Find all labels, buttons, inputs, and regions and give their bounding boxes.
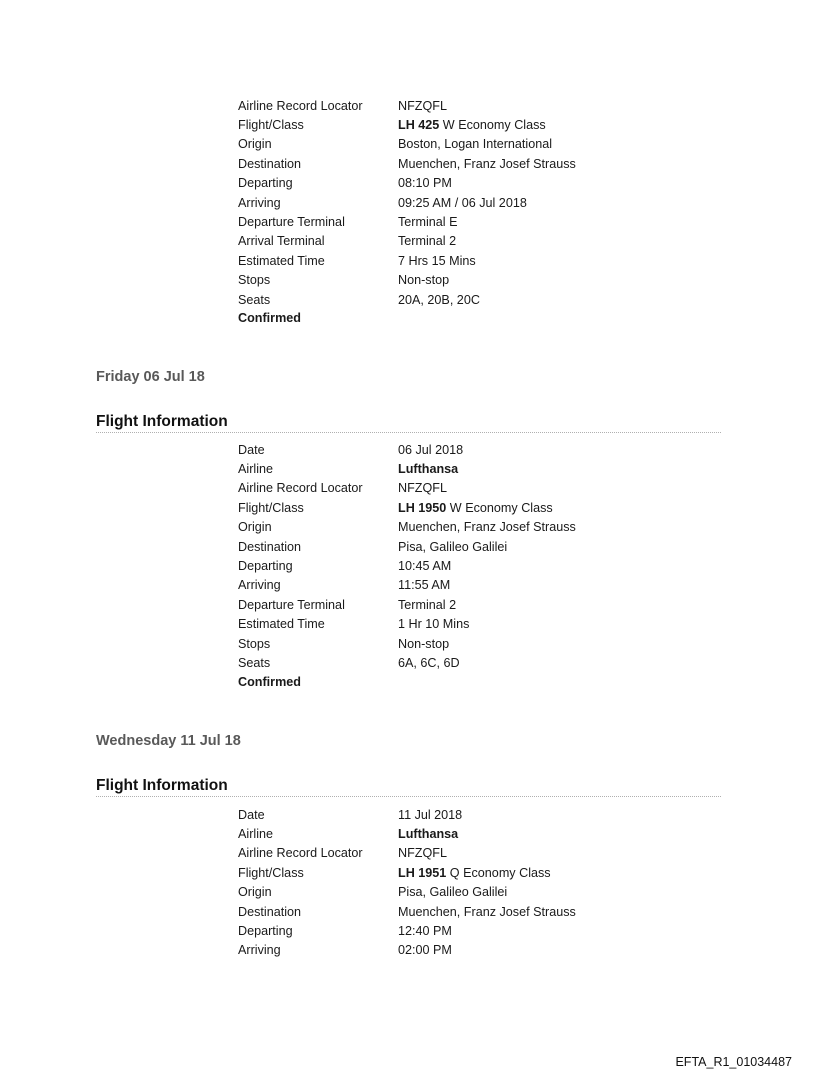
detail-row: [238, 537, 576, 556]
detail-label: Destination: [238, 539, 302, 554]
detail-value: NFZQFL: [398, 98, 447, 113]
detail-label: Stops: [238, 273, 271, 288]
detail-label: Flight/Class: [238, 500, 304, 515]
detail-row: [238, 518, 576, 537]
detail-value: NFZQFL: [398, 481, 447, 496]
detail-label: Departing: [238, 559, 293, 574]
airline-name: Lufthansa: [398, 827, 459, 842]
detail-label: Airline Record Locator: [238, 98, 363, 113]
detail-row: [238, 212, 576, 231]
detail-label: Arriving: [238, 195, 281, 210]
detail-label: Date: [238, 807, 265, 822]
detail-row: [238, 805, 576, 824]
detail-value: 02:00 PM: [398, 943, 452, 958]
detail-row: [238, 844, 576, 863]
detail-value: [398, 866, 551, 880]
segment3-details: [238, 805, 576, 960]
segment2-details: [238, 440, 576, 692]
detail-value: [398, 118, 546, 132]
detail-row: [238, 174, 576, 193]
detail-label: Airline Record Locator: [238, 846, 363, 861]
detail-value: Terminal 2: [398, 597, 457, 612]
detail-label: Airline Record Locator: [238, 481, 363, 496]
detail-value: Non-stop: [398, 273, 450, 288]
detail-label: Flight/Class: [238, 118, 304, 133]
detail-value: 11:55 AM: [398, 578, 451, 593]
detail-row: [238, 615, 576, 634]
detail-row: [238, 115, 576, 134]
detail-value: Muenchen, Franz Josef Strauss: [398, 904, 576, 919]
detail-value: Pisa, Galileo Galilei: [398, 539, 508, 554]
detail-row: [238, 921, 576, 940]
detail-label: Departure Terminal: [238, 215, 345, 230]
detail-label: Date: [238, 442, 265, 457]
detail-value: NFZQFL: [398, 846, 447, 861]
document-id: EFTA_R1_01034487: [675, 1055, 792, 1069]
detail-value: Muenchen, Franz Josef Strauss: [398, 520, 576, 535]
airline-name: Lufthansa: [398, 462, 459, 477]
detail-label: Arriving: [238, 578, 281, 593]
detail-row: [238, 941, 576, 960]
detail-value: 10:45 AM: [398, 559, 452, 574]
detail-label: Airline: [238, 462, 273, 477]
detail-label: Departing: [238, 924, 293, 939]
detail-label: Stops: [238, 636, 271, 651]
detail-label: Seats: [238, 292, 271, 307]
detail-row: [238, 135, 576, 154]
detail-row: [238, 459, 576, 478]
day-heading: Wednesday 11 Jul 18: [96, 733, 241, 749]
detail-value: Terminal 2: [398, 234, 457, 249]
detail-value: [398, 501, 553, 515]
detail-row: [238, 902, 576, 921]
detail-row: [238, 193, 576, 212]
flight-class: Q Economy Class: [446, 865, 551, 880]
detail-value: Muenchen, Franz Josef Strauss: [398, 156, 576, 171]
segment1-details: [238, 96, 576, 329]
detail-row: [238, 251, 576, 270]
flight-class: W Economy Class: [439, 118, 546, 133]
detail-value: 11 Jul 2018: [398, 807, 463, 822]
detail-value: Boston, Logan International: [398, 137, 553, 152]
detail-label: Estimated Time: [238, 617, 325, 632]
detail-row: [238, 440, 576, 459]
detail-row: [238, 824, 576, 843]
section-heading: Flight Information: [96, 413, 721, 433]
detail-row: [238, 96, 576, 115]
detail-row: [238, 556, 576, 575]
day-heading: Friday 06 Jul 18: [96, 369, 205, 385]
detail-label: Destination: [238, 904, 302, 919]
detail-label: Origin: [238, 137, 272, 152]
detail-label: Airline: [238, 827, 273, 842]
detail-row: [238, 595, 576, 614]
detail-row: [238, 653, 576, 672]
detail-row: [238, 154, 576, 173]
detail-row: [238, 232, 576, 251]
detail-row: [238, 290, 576, 309]
detail-row: [238, 479, 576, 498]
detail-label: Destination: [238, 156, 302, 171]
detail-label: Flight/Class: [238, 865, 304, 880]
flight-class: W Economy Class: [446, 500, 553, 515]
flight-number: LH 425: [398, 118, 440, 133]
detail-value: Non-stop: [398, 636, 450, 651]
detail-value: 06 Jul 2018: [398, 442, 464, 457]
detail-label: Arriving: [238, 943, 281, 958]
detail-row: [238, 498, 576, 517]
detail-value: 12:40 PM: [398, 924, 452, 939]
detail-row: [238, 883, 576, 902]
detail-value: Terminal E: [398, 215, 458, 230]
status-confirmed: Confirmed: [238, 311, 301, 326]
detail-row: [238, 576, 576, 595]
detail-label: Departure Terminal: [238, 597, 345, 612]
detail-value: 09:25 AM / 06 Jul 2018: [398, 195, 527, 210]
detail-label: Departing: [238, 176, 293, 191]
detail-label: Origin: [238, 520, 272, 535]
detail-value: Pisa, Galileo Galilei: [398, 885, 508, 900]
detail-value: 7 Hrs 15 Mins: [398, 253, 476, 268]
detail-label: Estimated Time: [238, 253, 325, 268]
detail-label: Origin: [238, 885, 272, 900]
flight-number: LH 1951: [398, 865, 447, 880]
detail-value: 6A, 6C, 6D: [398, 655, 460, 670]
detail-row: [238, 634, 576, 653]
detail-value: 08:10 PM: [398, 176, 452, 191]
detail-value: 20A, 20B, 20C: [398, 292, 480, 307]
detail-row: [238, 271, 576, 290]
section-heading: Flight Information: [96, 777, 721, 797]
detail-label: Seats: [238, 655, 271, 670]
status-confirmed: Confirmed: [238, 674, 301, 689]
detail-row: [238, 863, 576, 882]
detail-value: 1 Hr 10 Mins: [398, 617, 470, 632]
flight-number: LH 1950: [398, 500, 447, 515]
detail-label: Arrival Terminal: [238, 234, 325, 249]
